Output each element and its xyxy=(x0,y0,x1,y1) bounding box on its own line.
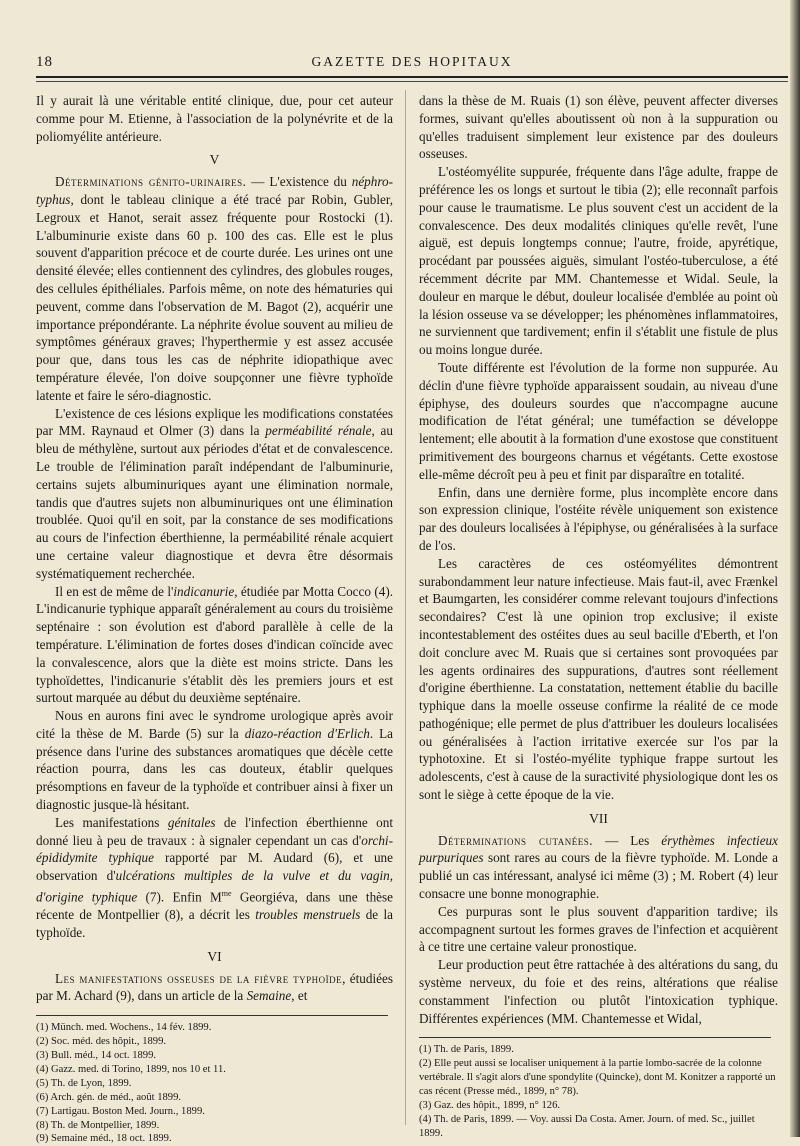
italic-term: diazo-réaction d'Erlich xyxy=(244,725,370,741)
footnote: (7) Lartigau. Boston Med. Journ., 1899. xyxy=(36,1105,205,1117)
italic-term: génitales xyxy=(167,814,216,830)
footnotes xyxy=(36,1021,393,1146)
text-run: — Les xyxy=(593,832,662,848)
footnote: (1) Th. de Paris, 1899. xyxy=(419,1044,514,1056)
paragraph: Les caractères de ces ostéomyélites démontrent surabondamment leur nature infectieuse. Mais faut-il, avec Frænkel et Baumgarten, les considérer comme relevant toujours d'infections secondaires? C'est là une opinion trop exclusive; il existe incontestablement des ostéites dues au seul bacille d'Eberth, et l'on doit conclure avec M. Ruais que si certaines sont provoquées par les agents ordinaires des suppurations, d'autres sont réellement d'origine éberthienne. La constatation, nettement établie du bacille typhique dans la moelle osseuse confirme la réalité de ce mode pathogénique; elle permet de plus d'attribuer les douleurs localisées ou généralisées à l'action irritative exercée sur l'os par la typhotoxine. Et si l'ostéo-myélite typhique frappe surtout les adolescents, c'est à cause de la suractivité physiologique dont les os sont le siège à cette époque de la vie. xyxy=(419,555,778,803)
paragraph: L'ostéomyélite suppurée, fréquente dans l'âge adulte, frappe de préférence les os longs et surtout le tibia (2); elle reconnaît parfois pour cause le traumatisme. Le plus souvent c'est un accident de la convalescence. Des deux modalités cliniques qu'elle revêt, l'une aiguë, est depuis longtemps connue; l'autre, froide, apyrétique, procédant par poussées aiguës, simulant l'ostéo-tuberculose, a été récemment décrite par MM. Chantemesse et Widal. Seule, la douleur en marque le début, douleur localisée d'emblée au point où la lésion osseuse va se développer; les phénomènes inflammatoires, ne surviennent que tardivement; enfin il s'établit une fistule de plus ou moins longue durée. xyxy=(419,164,778,358)
footnote: (5) Th. de Lyon, 1899. xyxy=(36,1077,132,1089)
text-run: — L'existence du xyxy=(246,174,352,190)
footnote: (9) Semaine méd., 18 oct. 1899. xyxy=(36,1133,172,1145)
page-number: 18 xyxy=(36,54,53,70)
paragraph xyxy=(36,405,393,583)
italic-term: orchi-épididymite typhique xyxy=(36,832,393,866)
footnote-rule xyxy=(419,1037,771,1038)
text-run: Il en est de même de l' xyxy=(55,583,174,599)
paragraph xyxy=(36,173,393,404)
paragraph xyxy=(419,832,778,903)
footnote: (4) Gazz. med. di Torino, 1899, nos 10 et 11. xyxy=(36,1063,226,1075)
text-run: Georgiéva, dans une thèse récente de Montpellier (8), a décrit les xyxy=(36,889,393,923)
italic-term: ulcérations multiples de la vulve et du vagin, d'origine typhique xyxy=(36,868,393,905)
footnote: (4) Th. de Paris, 1899. — Voy. aussi Da Costa. Amer. Journ. of med. Sc., juillet 1899. xyxy=(419,1113,755,1139)
paragraph xyxy=(36,970,393,1006)
superscript: me xyxy=(221,889,232,899)
header-rule xyxy=(36,76,788,78)
paragraph: Ces purpuras sont le plus souvent d'apparition tardive; ils accompagnent surtout les formes graves de l'infection et acquièrent à ce titre une certaine valeur pronostique. xyxy=(419,903,778,955)
text-run: , au bleu de méthylène, surtout aux périodes d'état et de convalescence. Le trouble de l'élimination paraît indépendant de l'albuminurie, certains sujets albuminuriques ayant une élimination normale, tandis que d'autres sujets non albuminuriques ont une élimination troublée. Quoi qu'il en soit, par la constance de ses modifications au cours de l'infection éberthienne, la perméabilité rénale acquiert une certaine valeur diagnostique et devra être désormais systématiquement recherchée. xyxy=(36,423,393,581)
paragraph xyxy=(36,583,393,708)
footnote: (1) Münch. med. Wochens., 14 fév. 1899. xyxy=(36,1022,212,1034)
footnote: (3) Gaz. des hôpit., 1899, n° 126. xyxy=(419,1100,561,1112)
run-in-heading: Déterminations génito-urinaires. xyxy=(55,174,247,190)
text-run: , dont le tableau clinique a été tracé par Robin, Gubler, Legroux et Hanot, serait assez fréquente pour Rostocki (1). L'albuminurie existe dans 60 p. 100 des cas. Elle est le plus souvent d'apparition précoce et de courte durée. Les urines ont une densité élevée; elles contiennent des cylindres, des globules rouges, des cellules épithéliales. Parfois même, on note des hématuries qui peuvent, comme dans l'observation de M. Bagot (2), acquérir une importance prépondérante. La néphrite évolue souvent au milieu de symptômes généraux graves; l'hyperthermie y est assez accusée pour que, dans tous les cas de néphrite idiopathique avec température élevée, l'on doive soupçonner une fièvre typhoïde latente et faire le séro-diagnostic. xyxy=(36,191,393,403)
text-run: Nous en aurons fini avec le syndrome urologique après avoir cité la thèse de M. Barde (5) sur la xyxy=(36,708,393,741)
text-run: de la typhoïde. xyxy=(36,907,393,941)
text-run: L'existence de ces lésions explique les modifications constatées par MM. Raynaud et Olmer (3) dans la xyxy=(36,405,393,439)
column-divider xyxy=(405,90,406,1125)
italic-term: perméabilité rénale xyxy=(265,423,372,439)
text-run: étudiées par M. Achard (9), dans un article de la xyxy=(36,970,393,1004)
run-in-heading: Les manifestations osseuses de la fièvre typhoïde, xyxy=(55,970,346,986)
italic-term: Semaine xyxy=(246,988,292,1004)
footnote: (2) Soc. méd. des hôpit., 1899. xyxy=(36,1036,167,1048)
text-run: sont rares au cours de la fièvre typhoïde. M. Londe a publié un cas intéressant, analysé ici même (3) ; M. Robert (4) leur consacre une bonne monographie. xyxy=(419,850,778,902)
footnote: (8) Th. de Montpellier, 1899. xyxy=(36,1119,160,1131)
footnotes xyxy=(419,1043,778,1140)
paragraph xyxy=(36,707,393,814)
page-header xyxy=(36,44,788,84)
text-run: de l'infection éberthienne ont donné lieu à peu de travaux : à signaler cependant un cas d' xyxy=(36,814,394,848)
text-run: rapporté par M. Audard (6), et une observation d' xyxy=(36,850,393,884)
running-title: GAZETTE DES HOPITAUX xyxy=(311,54,513,69)
italic-term: troubles menstruels xyxy=(255,907,361,923)
right-column xyxy=(419,92,778,1141)
header-rule-thin xyxy=(36,81,788,82)
paragraph: Enfin, dans une dernière forme, plus incomplète encore dans son expression clinique, l'ostéite révèle uniquement son existence par des douleurs localisées à l'épiphyse, ou généralisées à la surface de l'os. xyxy=(419,484,778,553)
text-run: , étudiée par Motta Cocco (4). L'indicanurie typhique apparaît généralement au cours du troisième septénaire : son évolution est d'abord parallèle à celle de la température. L'élimination de fortes doses d'indican coïncide avec la convalescence, alors que la diète est moins stricte. Dans les typhoïdettes, l'indicanurie s'établit dès les premiers jours et est surtout marquée au début du deuxième septénaire. xyxy=(36,583,394,706)
text-run: (7). Enfin M xyxy=(137,889,222,905)
footnote-rule xyxy=(36,1015,388,1016)
section-heading: VI xyxy=(207,948,222,964)
footnote: (3) Bull. méd., 14 oct. 1899. xyxy=(36,1050,157,1062)
paragraph: Leur production peut être rattachée à des altérations du sang, du système nerveux, du foie et des reins, altérations que réalise constamment l'infection ou plutôt l'intoxication typhique. Différentes expériences (MM. Chantemesse et Widal, xyxy=(419,957,778,1026)
footnote: (2) Elle peut aussi se localiser uniquement à la partie lombo-sacrée de la colonne vertébrale. Il s'agit alors d'une spondylite (Quincke), dont M. Konitzer a rapporté un cas récent (Presse méd., 1899, n° 78). xyxy=(419,1058,776,1098)
section-heading: V xyxy=(209,152,220,168)
run-in-heading: Déterminations cutanées. xyxy=(438,832,594,848)
paragraph: dans la thèse de M. Ruais (1) son élève, peuvent affecter diverses formes, suivant qu'elles aboutissent où non à la suppuration ou qu'elles traduisent simplement leur existence par des douleurs osseuses. xyxy=(419,93,778,162)
section-heading: VII xyxy=(589,810,608,826)
paragraph: Toute différente est l'évolution de la forme non suppurée. Au déclin d'une fièvre typhoïde apparaissent soudain, au niveau d'une épiphyse, des douleurs sourdes que n'accompagne aucune modification de l'état général; une tuméfaction se développe lentement; elle aboutit à la formation d'une exostose que constituent primitivement des bourgeons charnus et végétants. Cette exostose elle-même décroît peu à peu et finit par disparaître en totalité. xyxy=(419,359,778,482)
text-run: Les manifestations xyxy=(55,814,168,830)
text-run: , et xyxy=(291,988,308,1004)
text-run: . La présence dans l'urine des substances aromatiques que décèle cette réaction pourra, dans les cas douteux, établir quelques présomptions en faveur de la typhoïde et contribuer ainsi à fixer un diagnostic jusque-là hésitant. xyxy=(36,725,393,813)
italic-term: néphro-typhus xyxy=(36,174,393,207)
footnote: (6) Arch. gén. de méd., août 1899. xyxy=(36,1091,182,1103)
left-column xyxy=(36,92,393,1146)
paragraph xyxy=(36,814,393,942)
paragraph: Il y aurait là une véritable entité clinique, due, pour cet auteur comme pour M. Etienne, à l'association de la polynévrite et de la poliomyélite antérieure. xyxy=(36,93,393,144)
italic-term: érythèmes infectieux purpuriques xyxy=(419,832,778,866)
italic-term: indicanurie xyxy=(173,583,235,599)
